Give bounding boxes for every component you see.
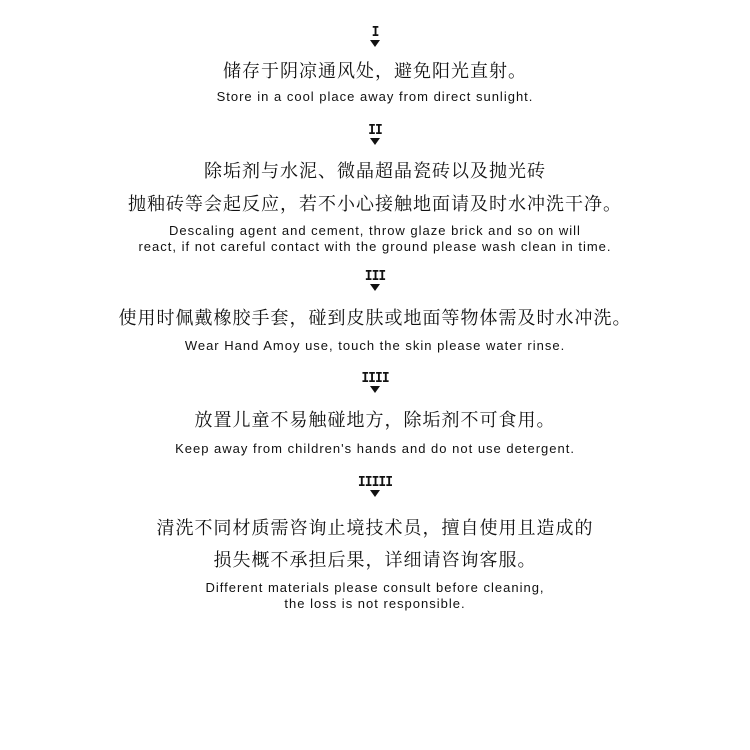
section-4-cn-line-1: 放置儿童不易触碰地方，除垢剂不可食用。 bbox=[194, 410, 556, 431]
section-5-en-line-2: the loss is not responsible. bbox=[284, 596, 466, 611]
down-arrow-icon bbox=[370, 386, 380, 393]
section-5-cn-line-1: 清洗不同材质需咨询止境技术员，擅自使用且造成的 bbox=[156, 518, 594, 539]
down-arrow-icon bbox=[370, 490, 380, 497]
roman-numeral-2: II bbox=[368, 123, 382, 138]
section-5-cn-line-2: 损失概不承担后果，详细请咨询客服。 bbox=[213, 550, 537, 571]
down-arrow-icon bbox=[370, 284, 380, 291]
section-4-en-line-1: Keep away from children's hands and do not use detergent. bbox=[175, 441, 575, 456]
section-1-en-line-1: Store in a cool place away from direct sunlight. bbox=[216, 89, 534, 104]
section-2-en-line-1: Descaling agent and cement, throw glaze brick and so on will bbox=[169, 223, 581, 238]
section-5-en-line-1: Different materials please consult before cleaning, bbox=[205, 580, 545, 595]
roman-numeral-1: I bbox=[371, 25, 379, 40]
section-3-en-line-1: Wear Hand Amoy use, touch the skin please water rinse. bbox=[184, 338, 566, 353]
down-arrow-icon bbox=[370, 40, 380, 47]
section-3-marker bbox=[0, 270, 750, 291]
roman-numeral-3: III bbox=[364, 269, 386, 284]
section-1-cn-line-1: 储存于阴凉通风处，避免阳光直射。 bbox=[223, 61, 527, 82]
section-2-en-line-2: react, if not careful contact with the ground please wash clean in time. bbox=[138, 239, 612, 254]
section-5-marker bbox=[0, 476, 750, 497]
roman-numeral-4: IIII bbox=[361, 371, 389, 386]
section-2-marker bbox=[0, 124, 750, 145]
section-4-marker bbox=[0, 372, 750, 393]
section-3-cn-line-1: 使用时佩戴橡胶手套，碰到皮肤或地面等物体需及时水冲洗。 bbox=[118, 308, 632, 329]
section-1-marker bbox=[0, 26, 750, 47]
roman-numeral-5: IIIII bbox=[357, 475, 393, 490]
down-arrow-icon bbox=[370, 138, 380, 145]
section-2-cn-line-2: 抛釉砖等会起反应，若不小心接触地面请及时水冲洗干净。 bbox=[128, 194, 622, 215]
section-2-cn-line-1: 除垢剂与水泥、微晶超晶瓷砖以及抛光砖 bbox=[204, 161, 546, 182]
